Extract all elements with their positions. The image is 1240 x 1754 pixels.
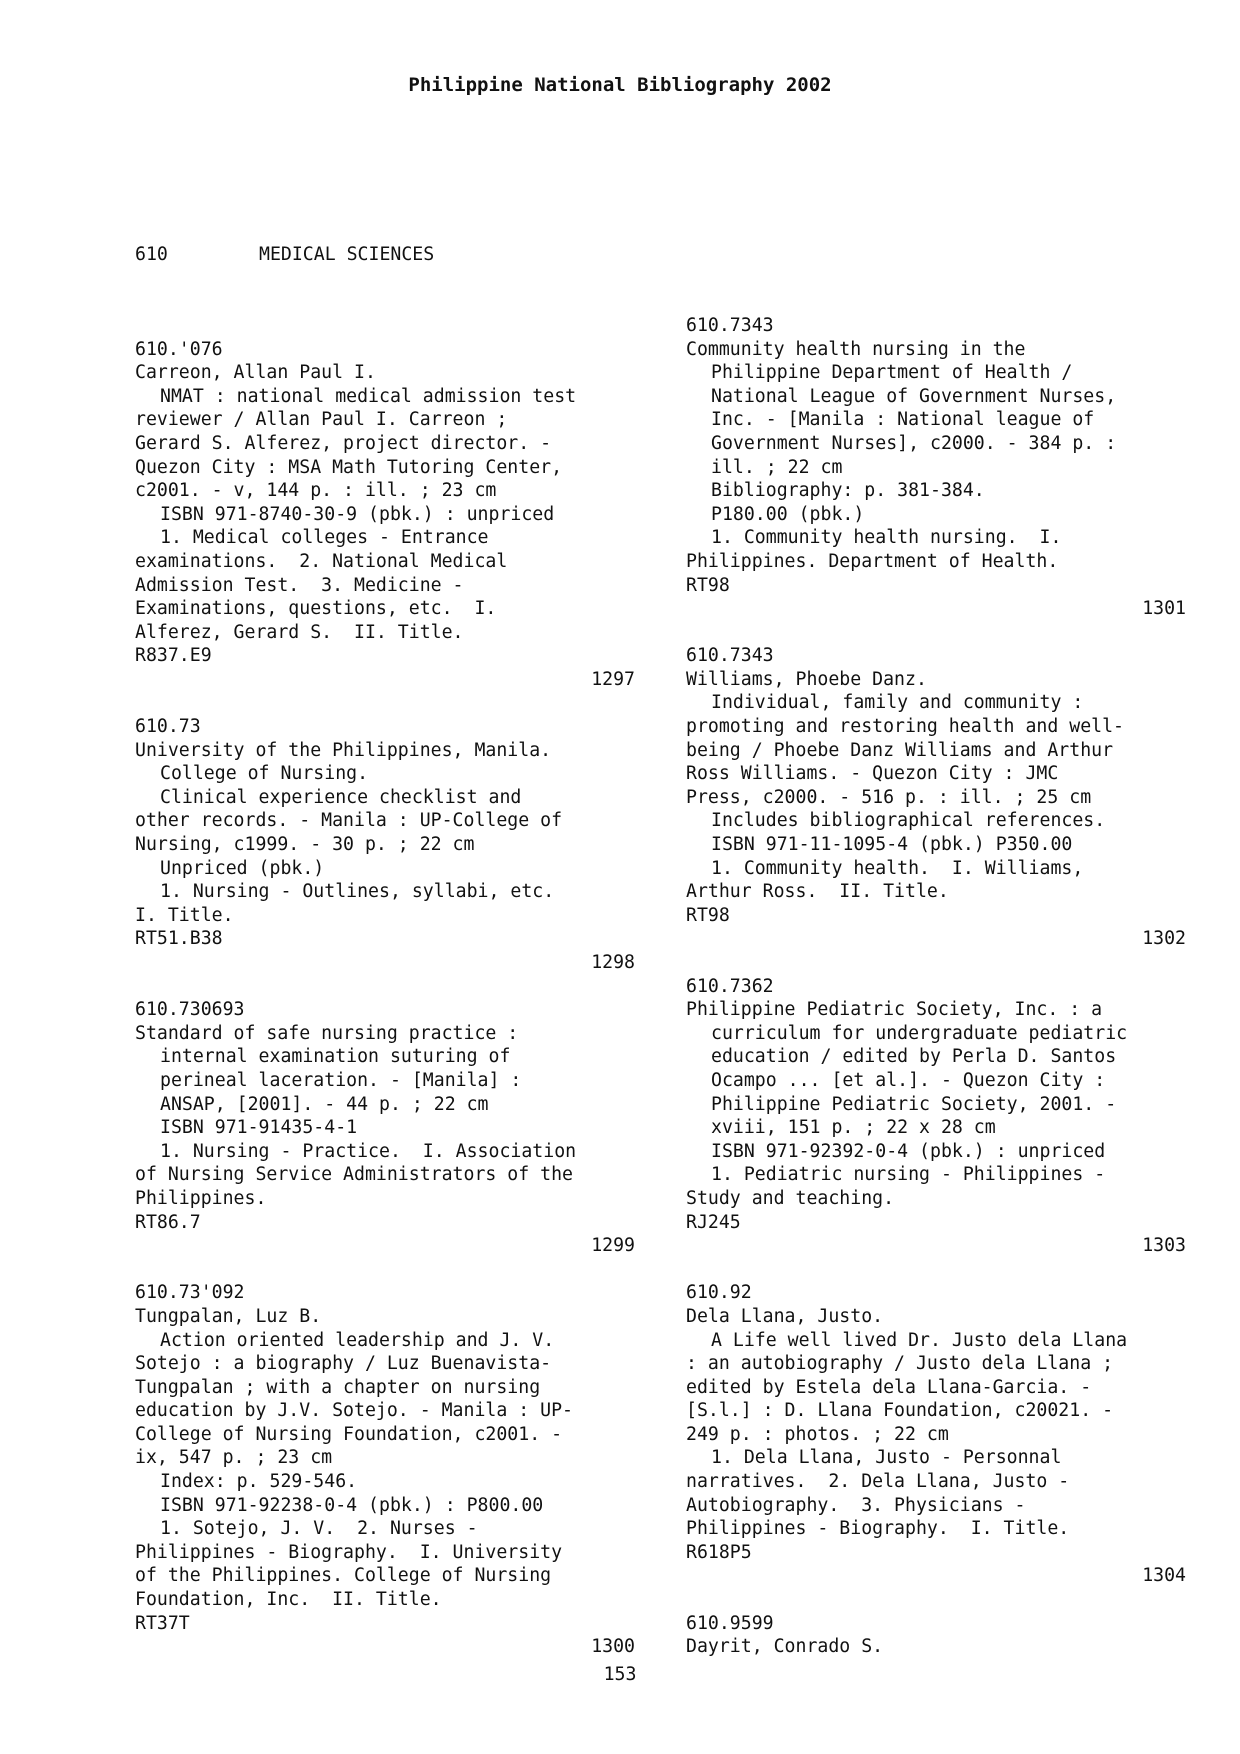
page-header: Philippine National Bibliography 2002 xyxy=(408,74,832,96)
entry-line: Philippines. Department of Health. xyxy=(686,550,1059,572)
entry-line: Tungpalan ; with a chapter on nursing xyxy=(135,1376,541,1398)
left-entry-list xyxy=(135,338,635,1659)
entry-line: Inc. - [Manila : National league of xyxy=(711,409,1095,431)
bibliography-entry xyxy=(686,1281,1186,1588)
bibliography-entry xyxy=(686,975,1186,1258)
entry-line: [S.l.] : D. Llana Foundation, c20021. - xyxy=(686,1400,1114,1422)
entry-line: 1. Pediatric nursing - Philippines - xyxy=(711,1164,1106,1186)
entry-line: Bibliography: p. 381-384. xyxy=(711,480,985,502)
class-number: 610.7362 xyxy=(686,975,774,997)
entry-line: 1. Nursing - Practice. I. Association xyxy=(160,1140,577,1162)
entry-line: Ross Williams. - Quezon City : JMC xyxy=(686,763,1059,785)
entry-line: ISBN 971-92392-0-4 (pbk.) : unpriced xyxy=(711,1140,1106,1162)
entry-line: Dayrit, Conrado S. xyxy=(686,1636,884,1658)
entry-line: c2001. - v, 144 p. : ill. ; 23 cm xyxy=(135,480,497,502)
entry-line: Tungpalan, Luz B. xyxy=(135,1305,322,1327)
class-number: 610.9599 xyxy=(686,1612,774,1634)
entry-line: Community health nursing in the xyxy=(686,338,1026,360)
entry-line: Includes bibliographical references. xyxy=(711,810,1106,832)
entry-line: I. Title. xyxy=(135,904,234,926)
entry-line: University of the Philippines, Manila. xyxy=(135,739,552,761)
entry-line: Foundation, Inc. II. Title. xyxy=(135,1589,442,1611)
entry-line: education by J.V. Sotejo. - Manila : UP- xyxy=(135,1400,573,1422)
entry-line: being / Phoebe Danz Williams and Arthur xyxy=(686,739,1114,761)
entry-line: Philippines - Biography. I. Title. xyxy=(686,1518,1070,1540)
entry-number: 1302 xyxy=(1142,928,1186,950)
entry-number: 1303 xyxy=(1142,1235,1186,1257)
entry-line: A Life well lived Dr. Justo dela Llana xyxy=(711,1329,1128,1351)
entry-line: NMAT : national medical admission test xyxy=(160,385,577,407)
entry-line: Philippines. xyxy=(135,1187,267,1209)
bibliography-entry xyxy=(686,1612,1186,1659)
entry-line: ix, 547 p. ; 23 cm xyxy=(135,1447,333,1469)
entry-line: Sotejo : a biography / Luz Buenavista- xyxy=(135,1353,552,1375)
entry-line: Action oriented leadership and J. V. xyxy=(160,1329,555,1351)
entry-number: 1300 xyxy=(591,1636,635,1658)
entry-number: 1304 xyxy=(1142,1565,1186,1587)
entry-line: edited by Estela dela Llana-Garcia. - xyxy=(686,1376,1092,1398)
entry-line: : an autobiography / Justo dela Llana ; xyxy=(686,1353,1114,1375)
class-number: 610.92 xyxy=(686,1282,752,1304)
entry-line: Clinical experience checklist and xyxy=(160,786,522,808)
entry-line: R618P5 xyxy=(686,1541,752,1563)
bibliography-entry xyxy=(135,338,635,692)
column-spacer xyxy=(686,243,1186,267)
bibliography-entry xyxy=(686,644,1186,951)
entry-line: 1. Nursing - Outlines, syllabi, etc. xyxy=(160,881,555,903)
entry-line: 1. Medical colleges - Entrance xyxy=(160,527,489,549)
entry-line: narratives. 2. Dela Llana, Justo - xyxy=(686,1471,1070,1493)
entry-line: P180.00 (pbk.) xyxy=(711,503,865,525)
right-column xyxy=(686,196,1186,1706)
entry-line: Press, c2000. - 516 p. : ill. ; 25 cm xyxy=(686,786,1092,808)
entry-line: Gerard S. Alferez, project director. - xyxy=(135,432,552,454)
entry-line: Study and teaching. xyxy=(686,1187,895,1209)
entry-line: Williams, Phoebe Danz. xyxy=(686,668,927,690)
entry-line: ISBN 971-8740-30-9 (pbk.) : unpriced xyxy=(160,503,555,525)
bibliography-entry xyxy=(135,715,635,975)
section-code: 610 xyxy=(135,244,168,266)
entry-line: Philippines - Biography. I. University xyxy=(135,1541,563,1563)
entry-line: 249 p. : photos. ; 22 cm xyxy=(686,1423,949,1445)
entry-line: RT51.B38 xyxy=(135,928,223,950)
bibliography-entry xyxy=(135,1281,635,1659)
entry-line: Government Nurses], c2000. - 384 p. : xyxy=(711,432,1117,454)
entry-number: 1299 xyxy=(591,1235,635,1257)
entry-line: College of Nursing Foundation, c2001. - xyxy=(135,1423,563,1445)
class-number: 610.730693 xyxy=(135,999,245,1021)
entry-line: Nursing, c1999. - 30 p. ; 22 cm xyxy=(135,834,475,856)
entry-line: Carreon, Allan Paul I. xyxy=(135,362,376,384)
entry-line: 1. Community health. I. Williams, xyxy=(711,857,1084,879)
entry-line: 1. Sotejo, J. V. 2. Nurses - xyxy=(160,1518,478,1540)
entry-line: Examinations, questions, etc. I. xyxy=(135,598,497,620)
entry-line: of Nursing Service Administrators of the xyxy=(135,1164,573,1186)
section-heading xyxy=(135,243,635,267)
class-number: 610.7343 xyxy=(686,314,774,336)
entry-line: Philippine Department of Health / xyxy=(711,362,1073,384)
entry-number: 1298 xyxy=(591,952,635,973)
entry-line: xviii, 151 p. ; 22 x 28 cm xyxy=(711,1117,996,1139)
entry-line: internal examination suturing of xyxy=(160,1046,511,1068)
entry-line: Index: p. 529-546. xyxy=(160,1471,358,1493)
entry-line: R837.E9 xyxy=(135,645,212,667)
entry-line: ISBN 971-92238-0-4 (pbk.) : P800.00 xyxy=(160,1494,544,1516)
page-number: 153 xyxy=(603,1664,637,1685)
class-number: 610.73 xyxy=(135,716,201,738)
entry-line: RT37T xyxy=(135,1612,190,1634)
entry-line: Alferez, Gerard S. II. Title. xyxy=(135,621,464,643)
entry-line: perineal laceration. - [Manila] : xyxy=(160,1069,522,1091)
entry-line: Standard of safe nursing practice : xyxy=(135,1022,519,1044)
entry-line: Quezon City : MSA Math Tutoring Center, xyxy=(135,456,563,478)
entry-line: Unpriced (pbk.) xyxy=(160,857,325,879)
entry-line: Admission Test. 3. Medicine - xyxy=(135,574,464,596)
class-number: 610.'076 xyxy=(135,338,223,360)
entry-line: Ocampo ... [et al.]. - Quezon City : xyxy=(711,1069,1106,1091)
entry-line: promoting and restoring health and well- xyxy=(686,716,1124,738)
entry-line: other records. - Manila : UP-College of xyxy=(135,810,563,832)
entry-line: RT86.7 xyxy=(135,1211,201,1233)
entry-line: Arthur Ross. II. Title. xyxy=(686,881,949,903)
entry-line: ANSAP, [2001]. - 44 p. ; 22 cm xyxy=(160,1093,489,1115)
entry-number: 1297 xyxy=(591,668,635,690)
entry-line: ISBN 971-91435-4-1 xyxy=(160,1117,358,1139)
entry-number: 1301 xyxy=(1142,598,1186,620)
entry-line: 1. Community health nursing. I. xyxy=(711,527,1062,549)
entry-line: examinations. 2. National Medical xyxy=(135,550,508,572)
left-column xyxy=(135,196,635,1706)
entry-line: 1. Dela Llana, Justo - Personnal xyxy=(711,1447,1062,1469)
entry-line: education / edited by Perla D. Santos xyxy=(711,1046,1117,1068)
entry-line: National League of Government Nurses, xyxy=(711,385,1117,407)
entry-line: RT98 xyxy=(686,904,730,926)
entry-line: RT98 xyxy=(686,574,730,596)
entry-line: ISBN 971-11-1095-4 (pbk.) P350.00 xyxy=(711,834,1073,856)
entry-line: of the Philippines. College of Nursing xyxy=(135,1565,552,1587)
section-title: MEDICAL SCIENCES xyxy=(259,244,435,266)
entry-line: Dela Llana, Justo. xyxy=(686,1305,884,1327)
entry-line: Autobiography. 3. Physicians - xyxy=(686,1494,1026,1516)
right-entry-list xyxy=(686,314,1186,1659)
class-number: 610.73'092 xyxy=(135,1282,245,1304)
entry-line: Philippine Pediatric Society, Inc. : a xyxy=(686,999,1103,1021)
class-number: 610.7343 xyxy=(686,645,774,667)
entry-line: Individual, family and community : xyxy=(711,692,1084,714)
bibliography-entry xyxy=(135,998,635,1258)
entry-line: curriculum for undergraduate pediatric xyxy=(711,1022,1128,1044)
entry-line: RJ245 xyxy=(686,1211,741,1233)
entry-line: ill. ; 22 cm xyxy=(711,456,843,478)
entry-line: reviewer / Allan Paul I. Carreon ; xyxy=(135,409,508,431)
entry-line: Philippine Pediatric Society, 2001. - xyxy=(711,1093,1117,1115)
bibliography-entry xyxy=(686,314,1186,621)
entry-line: College of Nursing. xyxy=(160,763,369,785)
